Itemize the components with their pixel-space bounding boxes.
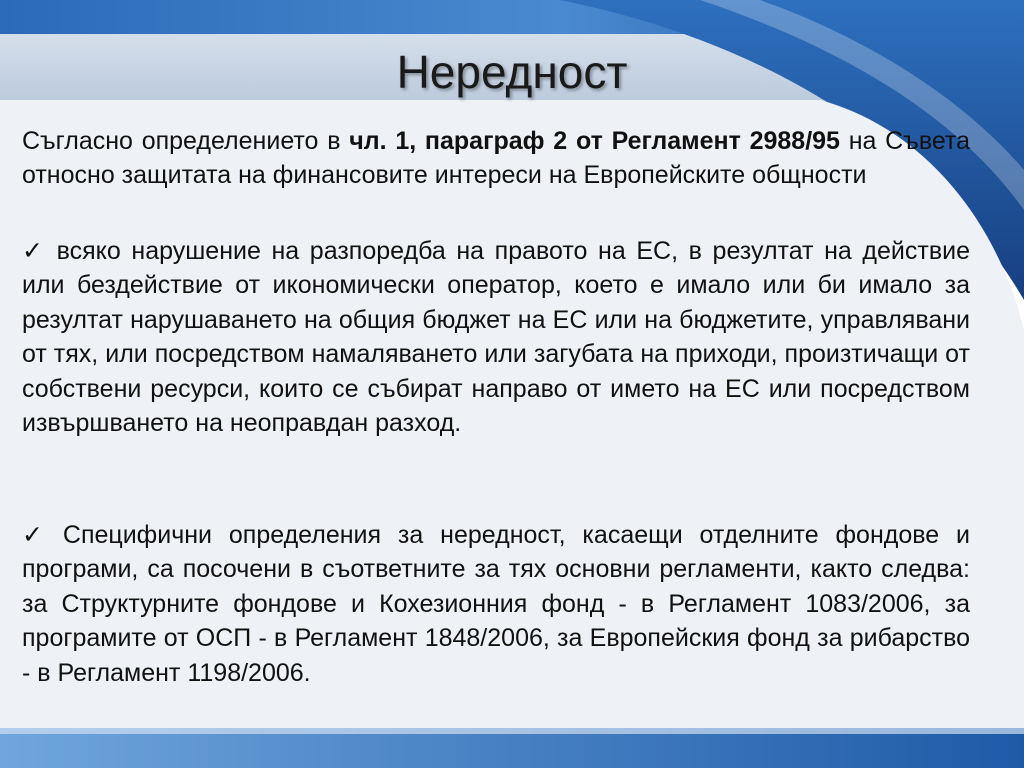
slide-title: Нередност bbox=[396, 46, 628, 98]
intro-text-before: Съгласно определението в bbox=[22, 127, 350, 155]
bottom-band-light bbox=[0, 728, 1024, 734]
bullet-item bbox=[22, 234, 970, 440]
intro-paragraph bbox=[22, 124, 970, 193]
check-icon: ✓ bbox=[22, 521, 53, 549]
bullet-item bbox=[22, 518, 970, 690]
intro-text-after: на Съвета относно защитата на финансовите интереси на Европейските общности bbox=[22, 127, 970, 190]
bullet-text: всяко нарушение на разпоредба на правото на ЕС, в резултат на действие или бездействие от икономически оператор, което е имало или би имало за резултат нарушаването на общия бюджет на ЕС или на бюджетите, управлявани от тях, или посредством намаляването или загубата на приходи, произтичащи от собствени ресурси, които се събират направо от името на ЕС или посредством извършването на неоправдан разход. bbox=[22, 237, 970, 438]
intro-text-bold: чл. 1, параграф 2 от Регламент 2988/95 bbox=[349, 127, 840, 155]
bullet-text: Специфични определения за нередност, касаещи отделните фондове и програми, са посочени в съответните за тях основни регламенти, както следва: за Структурните фондове и Кохезионния фонд - в Регламент 1083/2006, за програмите от ОСП - в Регламент 1848/2006, за Европейския фонд за рибарство - в Регламент 1198/2006. bbox=[22, 521, 970, 687]
check-icon: ✓ bbox=[22, 237, 47, 265]
